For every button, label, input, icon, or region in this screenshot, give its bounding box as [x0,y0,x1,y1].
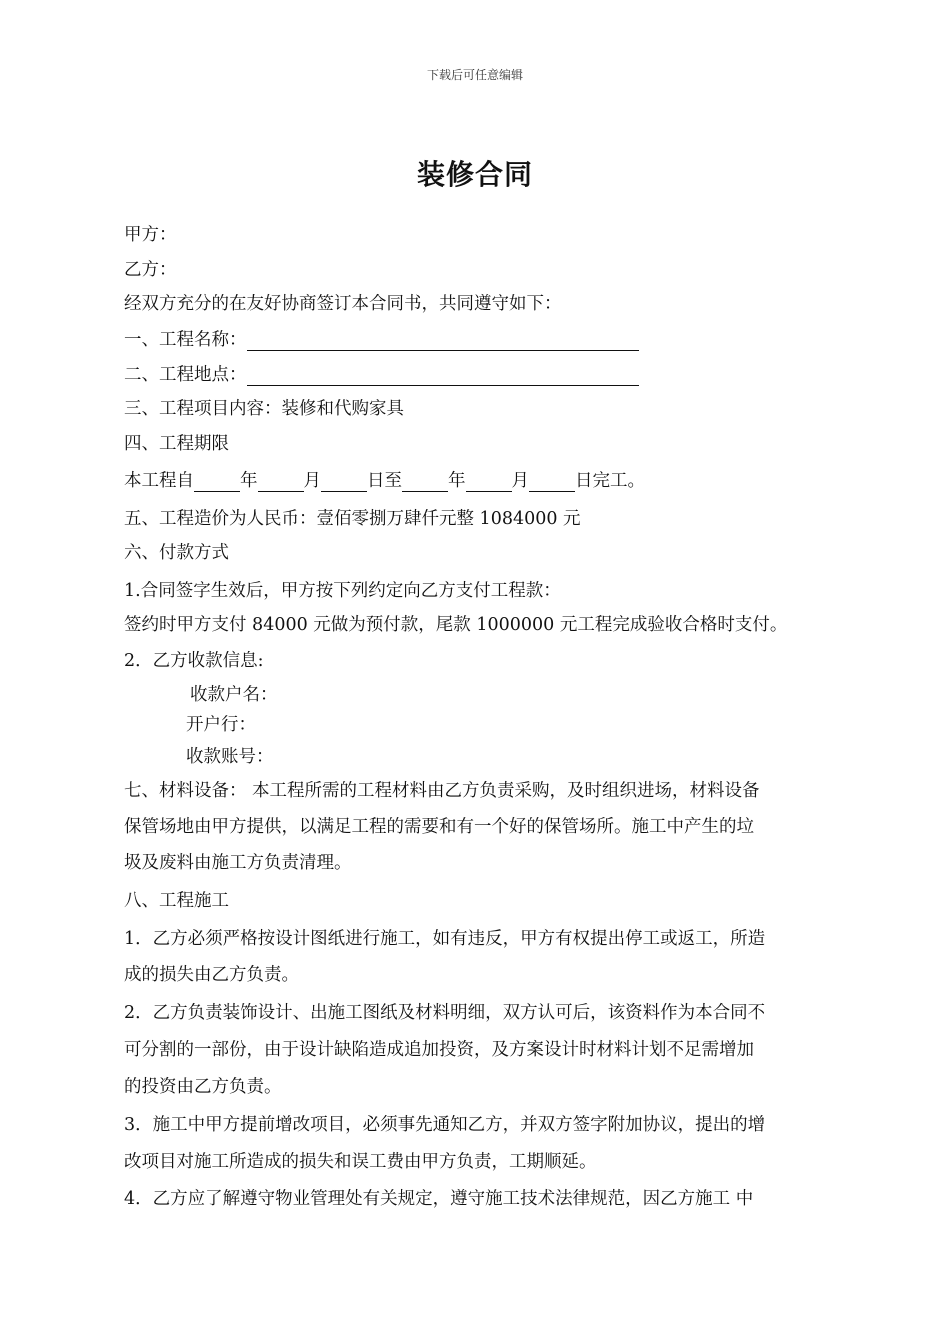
project-name-blank [247,332,639,351]
bank-line: 开户行： [186,715,256,735]
project-period-heading: 四、工程期限 [124,434,229,454]
account-number-line: 收款账号： [186,747,274,767]
project-location-blank [247,367,639,386]
construction-item-1-line-1: 1．乙方必须严格按设计图纸进行施工，如有违反，甲方有权提出停工或返工，所造 [124,929,766,949]
party-b-line: 乙方： [124,260,177,280]
document-title: 装修合同 [416,158,533,191]
intro-paragraph: 经双方充分的在友好协商签订本合同书，共同遵守如下： [124,294,562,314]
construction-item-4-line-1: 4．乙方应了解遵守物业管理处有关规定，遵守施工技术法律规范，因乙方施工 中 [124,1189,754,1209]
construction-item-2-line-1: 2．乙方负责装饰设计、出施工图纸及材料明细，双方认可后，该资料作为本合同不 [124,1003,766,1023]
start-year-blank [194,473,240,492]
start-day-blank [321,473,367,492]
project-name-line [124,329,639,351]
start-month-blank [258,473,304,492]
project-name-label: 一、工程名称： [124,330,247,350]
construction-item-1-line-2: 成的损失由乙方负责。 [124,965,299,985]
payment-item-1-detail: 签约时甲方支付 84000 元做为预付款，尾款 1000000 元工程完成验收合格时支付。 [124,615,788,635]
payment-item-1: 1.合同签字生效后，甲方按下列约定向乙方支付工程款： [124,581,561,601]
payment-heading: 六、付款方式 [124,543,229,563]
project-period-line [124,470,645,492]
materials-line-3: 圾及废料由施工方负责清理。 [124,853,352,873]
period-month-1: 月 [303,471,321,491]
construction-item-3-line-2: 改项目对施工所造成的损失和误工费由甲方负责，工期顺延。 [124,1152,597,1172]
period-year-2: 年 [448,471,466,491]
end-month-blank [466,473,512,492]
project-location-line [124,364,639,386]
period-month-2: 月 [511,471,529,491]
period-day-1: 日至 [367,471,402,491]
construction-item-2-line-2: 可分割的一部份，由于设计缺陷造成追加投资，及方案设计时材料计划不足需增加 [124,1040,754,1060]
project-cost-line: 五、工程造价为人民币：壹佰零捌万肆仟元整 1084000 元 [124,509,581,529]
materials-line-2: 保管场地由甲方提供，以满足工程的需要和有一个好的保管场所。施工中产生的垃 [124,817,754,837]
end-day-blank [529,473,575,492]
account-name-line: 收款户名： [190,685,278,705]
page-header-note: 下载后可任意编辑 [426,68,523,82]
construction-heading: 八、工程施工 [124,891,229,911]
end-year-blank [402,473,448,492]
project-content-line: 三、工程项目内容：装修和代购家具 [124,399,404,419]
construction-item-2-line-3: 的投资由乙方负责。 [124,1077,282,1097]
payment-item-2: 2．乙方收款信息: [124,651,264,671]
project-location-label: 二、工程地点： [124,365,247,385]
period-text-start: 本工程自 [124,471,194,491]
materials-line-1: 七、材料设备： 本工程所需的工程材料由乙方负责采购，及时组织进场，材料设备 [124,781,760,801]
construction-item-3-line-1: 3．施工中甲方提前增改项目，必须事先通知乙方，并双方签字附加协议，提出的增 [124,1115,766,1135]
period-day-2: 日完工。 [575,471,645,491]
period-year-1: 年 [240,471,258,491]
party-a-line: 甲方： [124,225,177,245]
